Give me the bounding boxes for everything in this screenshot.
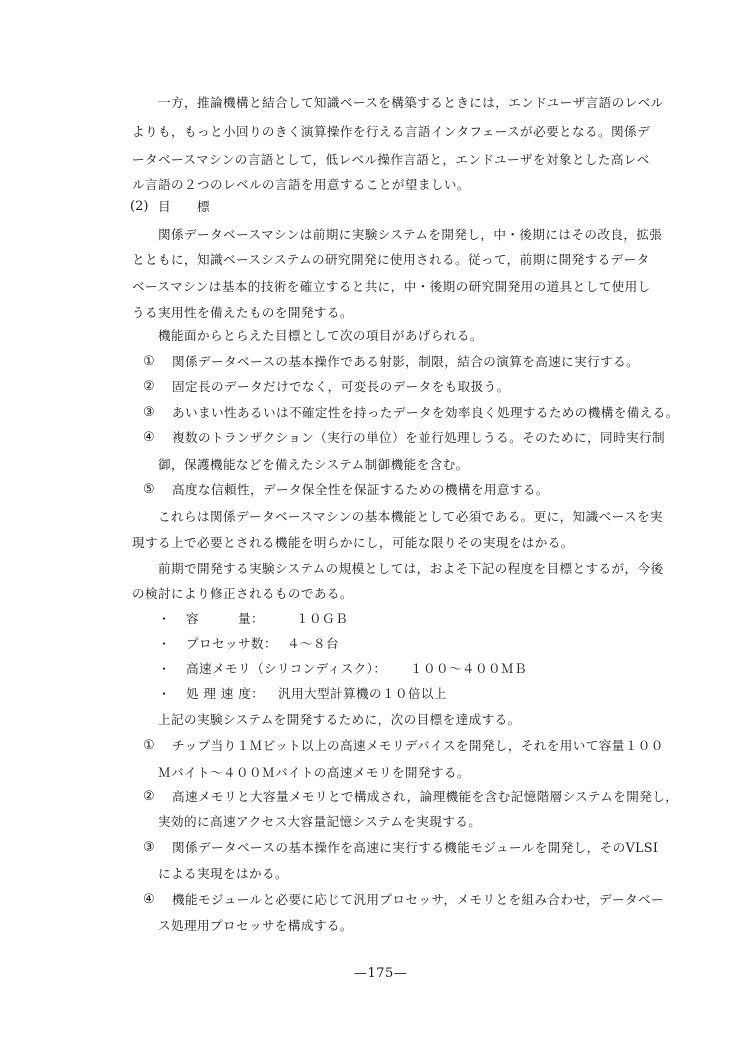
achieve-item-3-text-1: 関係データベースの基本操作を高速に実行する機能モジュールを開発し，そのVLSI — [172, 840, 659, 855]
function-intro: 機能面からとらえた目標として次の項目があげられる。 — [158, 328, 483, 343]
achieve-item-1-text-1: チップ当り１Ｍビット以上の高速メモリデバイスを開発し，それを用いて容量１００ — [172, 738, 664, 753]
goal-line-2: とともに，知識ベースシステムの研究開発に使用される。従って，前期に開発するデータ — [132, 252, 650, 267]
scale-line-1: 前期で開発する実験システムの規模としては，およそ下記の程度を目標とするが，今後 — [158, 561, 664, 576]
section-title: 目 標 — [158, 199, 210, 214]
spec-capacity-label: 容 量： — [186, 611, 264, 626]
achieve-item-3-number: ③ — [143, 840, 155, 855]
achieve-intro: 上記の実験システムを開発するために，次の目標を達成する。 — [158, 712, 521, 727]
spec-bullet: ・ — [158, 637, 171, 651]
intro-line-1: 一方，推論機構と結合して知識ベースを構築するときには，エンドユーザ言語のレベル — [158, 95, 664, 110]
function-item-4-number: ④ — [143, 430, 155, 445]
function-item-2-text: 固定長のデータだけでなく，可変長のデータをも取扱う。 — [172, 379, 510, 394]
spec-memory-label: 高速メモリ（シリコンディスク）： — [186, 661, 387, 676]
achieve-item-1-number: ① — [143, 738, 155, 753]
function-item-3-text: あいまい性あるいは不確定性を持ったデータを効率良く処理するための機構を備える。 — [172, 405, 679, 420]
spec-bullet: ・ — [158, 662, 171, 676]
function-item-1-number: ① — [143, 354, 155, 369]
achieve-item-4-text-2: ス処理用プロセッサを構成する。 — [158, 918, 353, 933]
function-item-4-text-1: 複数のトランザクション（実行の単位）を並行処理しうる。そのために，同時実行制 — [172, 430, 666, 445]
intro-line-4: ル言語の２つのレベルの言語を用意することが望ましい。 — [132, 177, 470, 192]
spec-bullet: ・ — [158, 687, 171, 701]
achieve-item-2-text-1: 高速メモリと大容量メモリとで構成され，論理機能を含む記憶階層システムを開発し， — [172, 789, 679, 804]
essential-line-1: これらは関係データベースマシンの基本機能として必須である。更に，知識ベースを実 — [158, 509, 663, 524]
spec-capacity-value: １０ＧＢ — [296, 611, 348, 626]
spec-processors-value: ４〜８台 — [287, 636, 339, 651]
section-number: (2) — [130, 199, 149, 214]
spec-processors-label: プロセッサ数： — [186, 636, 277, 651]
achieve-item-4-text-1: 機能モジュールと必要に応じて汎用プロセッサ，メモリとを組み合わせ，データベー — [172, 892, 664, 907]
essential-line-2: 現する上で必要とされる機能を明らかにし，可能な限りその実現をはかる。 — [132, 535, 574, 550]
achieve-item-2-text-2: 実効的に高速アクセス大容量記憶システムを実現する。 — [158, 814, 482, 829]
function-item-5-text: 高度な信頼性，データ保全性を保証するための機構を用意する。 — [172, 482, 549, 497]
scale-line-2: の検討により修正されるものである。 — [132, 586, 353, 601]
intro-line-3: ータベースマシンの言語として，低レベル操作言語と，エンドユーザを対象とした高レベ — [132, 152, 650, 167]
achieve-item-1-text-2: Ｍバイト〜４００Ｍバイトの高速メモリを開発する。 — [158, 765, 470, 780]
page-number: —175— — [354, 966, 408, 981]
goal-line-3: ベースマシンは基本的技術を確立すると共に，中・後期の研究開発用の道具として使用し — [132, 279, 651, 294]
achieve-item-3-text-2: による実現をはかる。 — [158, 866, 288, 881]
spec-speed-label: 処 理 速 度： — [186, 686, 265, 701]
intro-line-2: よりも，もっと小回りのきく演算操作を行える言語インタフェースが必要となる。関係デ — [132, 124, 650, 139]
spec-memory-value: １００〜４００ＭＢ — [410, 661, 527, 676]
function-item-1-text: 関係データベースの基本操作である射影，制限，結合の演算を高速に実行する。 — [172, 354, 640, 369]
achieve-item-4-number: ④ — [143, 892, 155, 907]
goal-line-4: うる実用性を備えたものを開発する。 — [132, 305, 353, 320]
function-item-5-number: ⑤ — [143, 482, 155, 497]
function-item-4-text-2: 御，保護機能などを備えたシステム制御機能を含む。 — [158, 457, 469, 472]
goal-line-1: 関係データベースマシンは前期に実験システムを開発し，中・後期にはその改良，拡張 — [158, 227, 663, 242]
achieve-item-2-number: ② — [143, 789, 155, 804]
function-item-2-number: ② — [143, 379, 155, 394]
spec-bullet: ・ — [158, 612, 171, 626]
function-item-3-number: ③ — [143, 405, 155, 420]
spec-speed-value: 汎用大型計算機の１０倍以上 — [278, 686, 447, 701]
